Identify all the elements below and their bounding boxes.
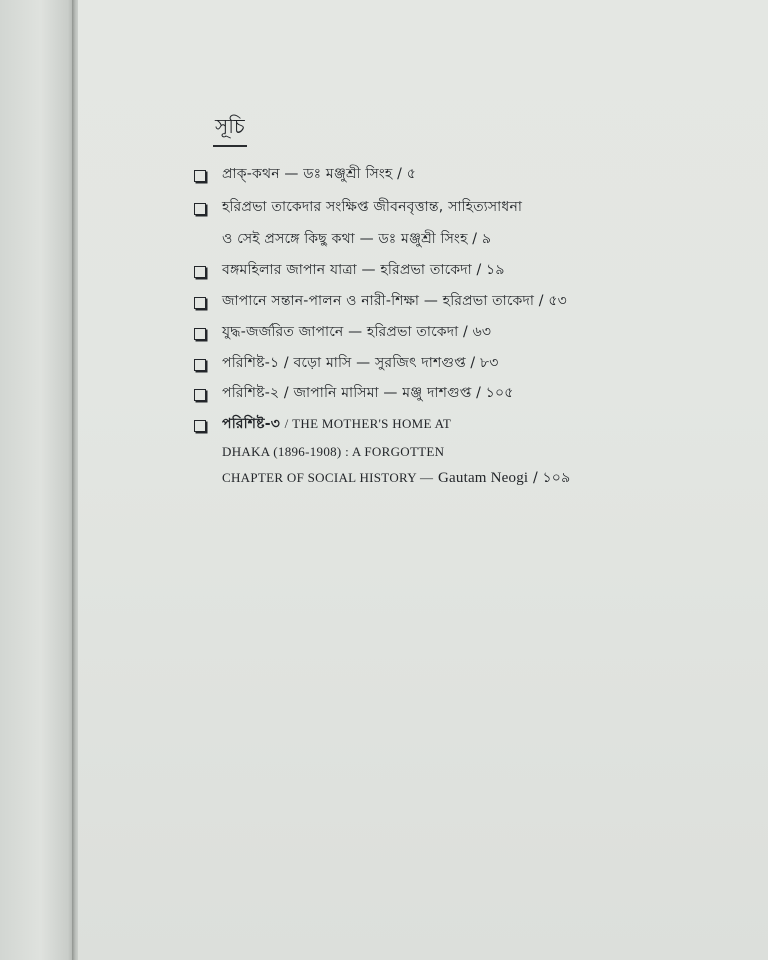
bullet-box-icon <box>194 170 206 182</box>
english-title-line-2: DHAKA (1896-1908) : A FORGOTTEN <box>222 444 445 459</box>
left-page-edge <box>0 0 74 960</box>
author-name: Gautam Neogi <box>437 470 529 486</box>
bullet-box-icon <box>194 328 206 340</box>
toc-entry-4: জাপানে সন্তান-পালন ও নারী-শিক্ষা — হরিপ্রভা তাকেদা / ৫৩ <box>222 293 567 309</box>
bullet-box-icon <box>194 266 206 278</box>
page-number: / ১০৯ <box>532 470 571 486</box>
toc-entry-8 <box>222 414 451 434</box>
toc-entry-6: পরিশিষ্ট-১ / বড়ো মাসি — সুরজিৎ দাশগুপ্ত / ৮৩ <box>222 355 499 371</box>
bullet-box-icon <box>194 359 206 371</box>
toc-entry-1: প্রাক্-কথন — ডঃ মঞ্জুশ্রী সিংহ / ৫ <box>222 166 416 182</box>
toc-entry-5: যুদ্ধ-জর্জরিত জাপানে — হরিপ্রভা তাকেদা / ৬৩ <box>222 324 492 340</box>
toc-entry-7: পরিশিষ্ট-২ / জাপানি মাসিমা — মঞ্জু দাশগুপ্ত / ১০৫ <box>222 385 514 401</box>
bullet-box-icon <box>194 389 206 401</box>
bullet-box-icon <box>194 297 206 309</box>
toc-entry-2: হরিপ্রভা তাকেদার সংক্ষিপ্ত জীবনবৃত্তান্ত, সাহিত্যসাধনা <box>222 199 523 215</box>
appendix-label: পরিশিষ্ট-৩ <box>222 416 281 432</box>
toc-entry-3: বঙ্গমহিলার জাপান যাত্রা — হরিপ্রভা তাকেদা / ১৯ <box>222 262 505 278</box>
bullet-box-icon <box>194 420 206 432</box>
toc-entry-8-final-line <box>222 468 570 488</box>
bullet-box-icon <box>194 203 206 215</box>
title-underline <box>213 145 247 147</box>
page-title: সূচি <box>215 114 245 138</box>
english-title-line-3: CHAPTER OF SOCIAL HISTORY — <box>222 470 434 485</box>
english-title-line-1: / THE MOTHER'S HOME AT <box>284 416 452 431</box>
toc-entry-2-continued: ও সেই প্রসঙ্গে কিছু কথা — ডঃ মঞ্জুশ্রী সিংহ / ৯ <box>222 231 492 247</box>
